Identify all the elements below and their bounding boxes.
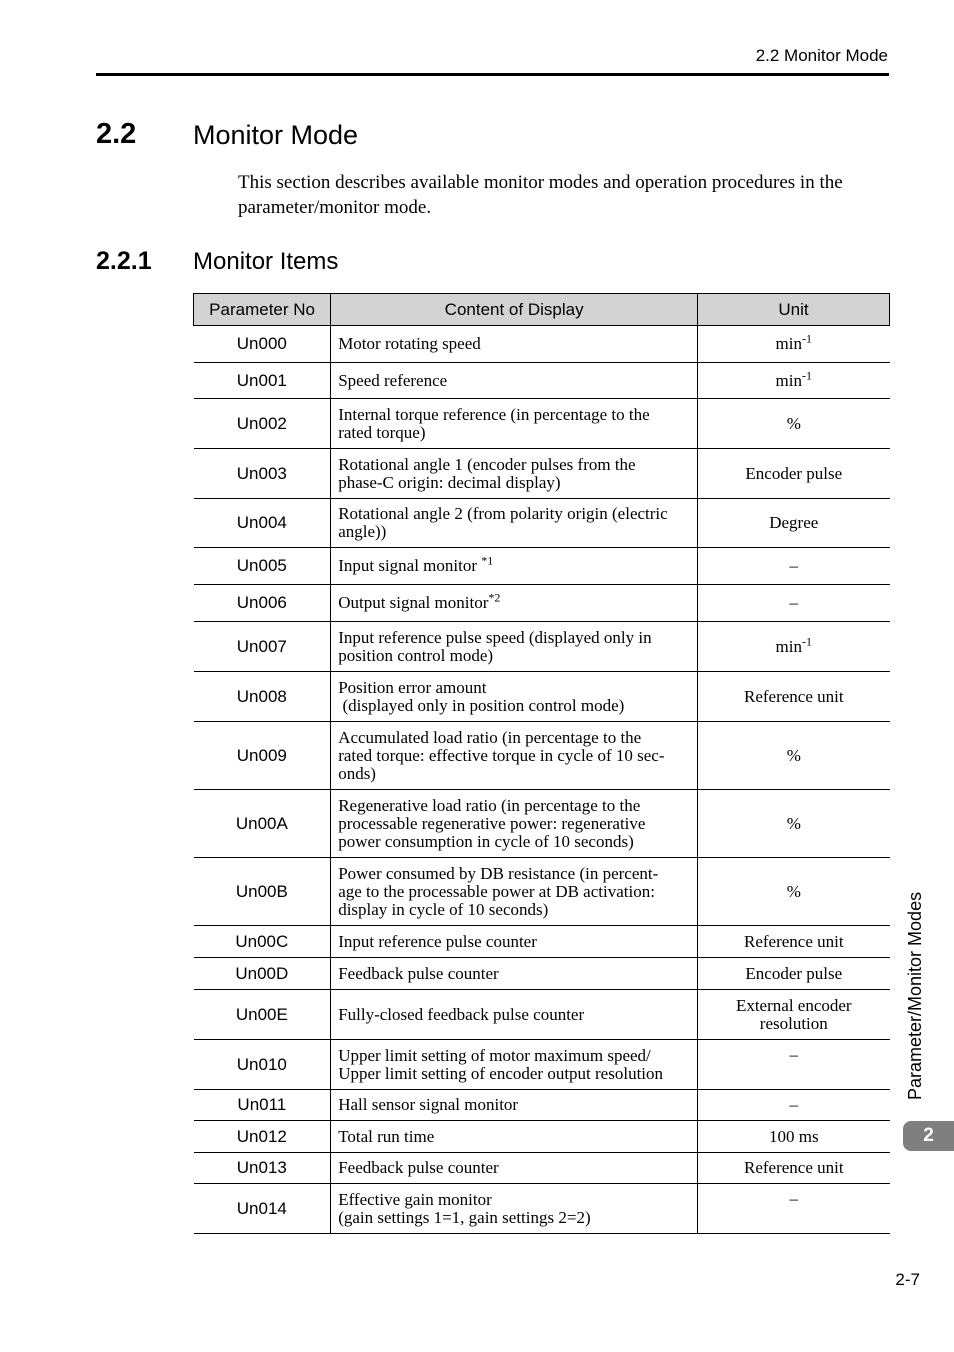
content-line: Power consumed by DB resistance (in percent- [338, 863, 659, 883]
header-unit: Unit [698, 294, 890, 326]
content-line: phase-C origin: decimal display) [338, 472, 561, 492]
content-cell [331, 1153, 698, 1184]
table-row [194, 548, 890, 585]
table-row [194, 958, 890, 990]
footnote-marker: *1 [481, 553, 494, 568]
content-line: rated torque: effective torque in cycle of 10 sec- [338, 745, 665, 765]
unit-cell [698, 958, 890, 990]
content-line: Accumulated load ratio (in percentage to the [338, 727, 642, 747]
header-content-of-display: Content of Display [331, 294, 698, 326]
unit-cell [698, 722, 890, 790]
parameter-no-cell: Un005 [194, 548, 331, 585]
unit-cell [698, 790, 890, 858]
unit-text: – [789, 1045, 799, 1064]
parameter-no-cell: Un003 [194, 449, 331, 499]
unit-cell [698, 1040, 890, 1090]
table-row [194, 449, 890, 499]
content-line: Motor rotating speed [338, 334, 481, 353]
content-line: onds) [338, 763, 376, 783]
unit-cell [698, 990, 890, 1040]
unit-cell [698, 1121, 890, 1153]
unit-cell [698, 1090, 890, 1121]
parameter-no-cell: Un00C [194, 926, 331, 958]
table-row [194, 399, 890, 449]
content-line: power consumption in cycle of 10 seconds) [338, 831, 634, 851]
table-row [194, 1121, 890, 1153]
header-parameter-no: Parameter No [194, 294, 331, 326]
unit-text: – [789, 556, 799, 575]
table-row [194, 363, 890, 399]
parameter-no-cell: Un008 [194, 672, 331, 722]
content-cell [331, 449, 698, 499]
unit-text: Reference unit [743, 931, 844, 951]
page-number: 2-7 [895, 1270, 920, 1289]
unit-cell [698, 622, 890, 672]
content-line: Position error amount [338, 677, 487, 697]
content-line: Regenerative load ratio (in percentage to the [338, 795, 641, 815]
section-intro: This section describes available monitor modes and operation procedures in the parameter/monitor mode. [238, 172, 843, 218]
unit-text: Encoder pulse [745, 463, 843, 483]
table-row [194, 622, 890, 672]
table-row [194, 585, 890, 622]
content-line: Rotational angle 2 (from polarity origin (electric [338, 504, 668, 523]
unit-text: % [786, 813, 801, 833]
unit-cell [698, 326, 890, 363]
parameter-no-cell: Un006 [194, 585, 331, 622]
content-cell [331, 858, 698, 926]
content-cell [331, 363, 698, 399]
table-row [194, 1184, 890, 1234]
unit-text: % [786, 745, 801, 765]
table-row [194, 926, 890, 958]
content-line: Fully-closed feedback pulse counter [338, 1004, 585, 1024]
table-row [194, 499, 890, 548]
parameter-no-cell: Un002 [194, 399, 331, 449]
content-cell [331, 1184, 698, 1234]
table-row [194, 1040, 890, 1090]
header-rule [96, 73, 889, 76]
content-line: Output signal monitor [338, 593, 489, 612]
unit-superscript: -1 [802, 633, 812, 648]
content-line: Upper limit setting of encoder output resolution [338, 1063, 664, 1083]
unit-cell [698, 449, 890, 499]
content-cell [331, 326, 698, 363]
table-row [194, 1090, 890, 1121]
parameter-no-cell: Un000 [194, 326, 331, 363]
content-line: processable regenerative power: regenerative [338, 813, 646, 833]
content-line: Input reference pulse speed (displayed only in [338, 627, 652, 647]
parameter-no-cell: Un011 [194, 1090, 331, 1121]
unit-cell [698, 363, 890, 399]
subsection-number: 2.2.1 [96, 247, 152, 275]
table-row [194, 326, 890, 363]
content-line: position control mode) [338, 645, 494, 665]
side-chapter-label: Parameter/Monitor Modes [905, 891, 925, 1100]
table-row [194, 790, 890, 858]
footnote-marker: *2 [488, 590, 501, 605]
unit-line: External encoder [735, 995, 852, 1015]
content-cell [331, 790, 698, 858]
unit-cell [698, 858, 890, 926]
table-row [194, 722, 890, 790]
content-line: display in cycle of 10 seconds) [338, 899, 549, 919]
content-line: Rotational angle 1 (encoder pulses from the [338, 454, 636, 474]
unit-text: Reference unit [743, 1158, 844, 1177]
content-line: Internal torque reference (in percentage to the [338, 404, 650, 424]
unit-text: – [789, 1189, 799, 1208]
table-row [194, 1153, 890, 1184]
parameter-no-cell: Un013 [194, 1153, 331, 1184]
unit-text: % [786, 881, 801, 901]
content-line: rated torque) [338, 422, 426, 442]
content-line: Input signal monitor [338, 556, 482, 575]
unit-cell [698, 399, 890, 449]
content-cell [331, 990, 698, 1040]
unit-superscript: -1 [802, 367, 812, 382]
parameter-no-cell: Un009 [194, 722, 331, 790]
content-cell [331, 585, 698, 622]
subsection-title: Monitor Items [193, 248, 339, 275]
parameter-no-cell: Un00E [194, 990, 331, 1040]
content-cell [331, 499, 698, 548]
unit-text: % [786, 413, 801, 433]
table-row [194, 858, 890, 926]
content-line: Effective gain monitor [338, 1189, 492, 1209]
content-cell [331, 672, 698, 722]
unit-text: Degree [769, 513, 819, 532]
section-title: Monitor Mode [193, 120, 359, 150]
table-header-row [194, 294, 890, 326]
content-cell [331, 1040, 698, 1090]
table-row [194, 672, 890, 722]
content-cell [331, 1121, 698, 1153]
content-line: Feedback pulse counter [338, 1158, 499, 1177]
unit-text: min [775, 636, 802, 656]
unit-text: Encoder pulse [745, 963, 843, 983]
content-line: Input reference pulse counter [338, 931, 537, 951]
content-line: Upper limit setting of motor maximum speed/ [338, 1045, 651, 1065]
section-number: 2.2 [96, 118, 137, 150]
parameter-no-cell: Un00D [194, 958, 331, 990]
content-line: Speed reference [338, 370, 448, 390]
content-line: Total run time [338, 1126, 435, 1146]
parameter-no-cell: Un007 [194, 622, 331, 672]
unit-cell [698, 1184, 890, 1234]
unit-text: min [775, 334, 802, 353]
unit-text: min [775, 370, 802, 390]
content-cell [331, 1090, 698, 1121]
content-line: Hall sensor signal monitor [338, 1095, 519, 1114]
unit-cell [698, 1153, 890, 1184]
unit-cell [698, 548, 890, 585]
unit-superscript: -1 [802, 331, 812, 346]
monitor-items-table [193, 293, 890, 1234]
unit-text: – [789, 1095, 799, 1114]
unit-text: – [789, 593, 799, 612]
parameter-no-cell: Un012 [194, 1121, 331, 1153]
parameter-no-cell: Un00B [194, 858, 331, 926]
table-row [194, 990, 890, 1040]
parameter-no-cell: Un00A [194, 790, 331, 858]
unit-cell [698, 499, 890, 548]
content-line: age to the processable power at DB activation: [338, 881, 655, 901]
chapter-tab: 2 [903, 1121, 954, 1151]
content-cell [331, 622, 698, 672]
content-line: angle)) [338, 522, 387, 541]
parameter-no-cell: Un014 [194, 1184, 331, 1234]
running-head: 2.2 Monitor Mode [755, 46, 888, 65]
unit-cell [698, 926, 890, 958]
content-line: (gain settings 1=1, gain settings 2=2) [338, 1207, 591, 1227]
parameter-no-cell: Un001 [194, 363, 331, 399]
content-cell [331, 399, 698, 449]
unit-cell [698, 585, 890, 622]
content-cell [331, 548, 698, 585]
content-line: Feedback pulse counter [338, 963, 499, 983]
unit-cell [698, 672, 890, 722]
content-cell [331, 958, 698, 990]
content-cell [331, 722, 698, 790]
unit-line: resolution [759, 1013, 828, 1033]
content-cell [331, 926, 698, 958]
unit-text: Reference unit [743, 686, 844, 706]
parameter-no-cell: Un004 [194, 499, 331, 548]
unit-text: 100 ms [768, 1126, 819, 1146]
content-line: (displayed only in position control mode) [338, 695, 625, 715]
parameter-no-cell: Un010 [194, 1040, 331, 1090]
